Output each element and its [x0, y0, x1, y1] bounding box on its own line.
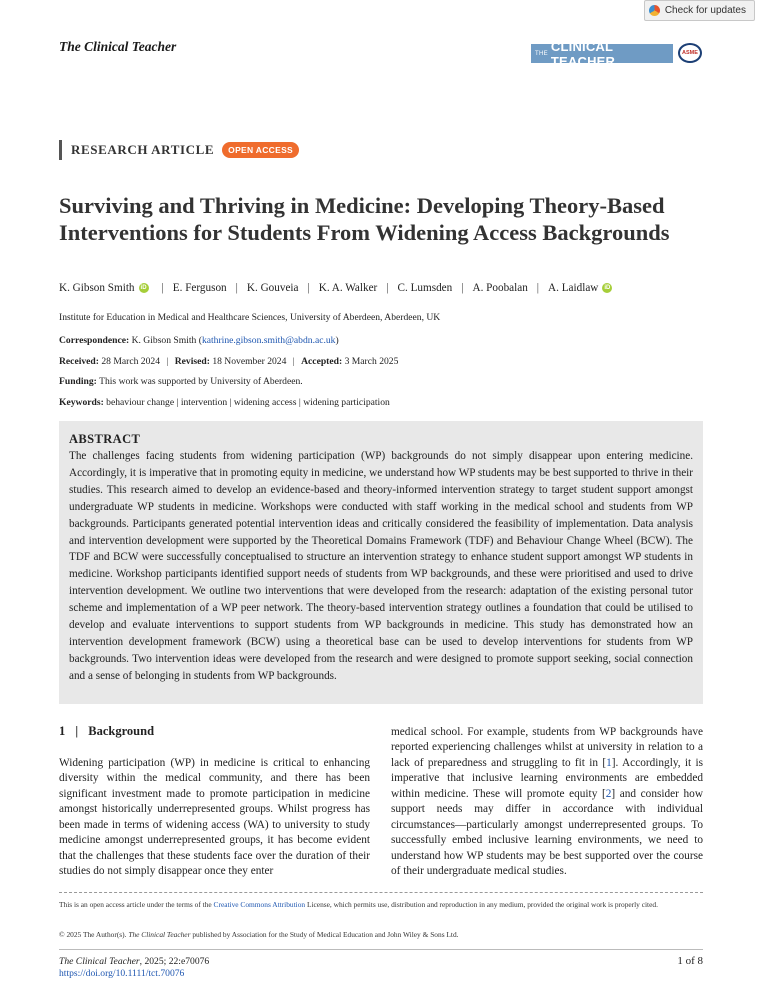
journal-banner-logo: [531, 38, 673, 69]
author-separator: |: [461, 282, 464, 294]
author-name[interactable]: C. Lumsden: [397, 282, 453, 294]
banner-big-text: CLINICAL TEACHER: [550, 38, 616, 69]
correspondence: [59, 335, 339, 346]
author-name[interactable]: A. Laidlaw: [548, 282, 599, 294]
page-number: 1 of 8: [677, 955, 703, 967]
open-access-badge: OPEN ACCESS: [222, 142, 299, 158]
author-separator: |: [536, 282, 540, 294]
author-separator: |: [307, 282, 310, 294]
author-name[interactable]: K. Gibson Smith: [59, 282, 135, 294]
license-text: License, which permits use, distribution and reproduction in any medium, provided the original work is properly cited.: [305, 900, 658, 909]
author-name[interactable]: K. A. Walker: [318, 282, 378, 294]
footer-journal-name: The Clinical Teacher: [59, 956, 140, 967]
crossmark-icon: [649, 5, 660, 16]
asme-logo: ASME: [678, 43, 702, 63]
section-title: Background: [88, 724, 155, 738]
doi-link[interactable]: https://doi.org/10.1111/tct.70076: [59, 968, 185, 979]
keywords-text: behaviour change | intervention | widening access | widening participation: [106, 397, 390, 408]
banner-small-text: THE: [535, 50, 548, 57]
section-number: 1: [59, 724, 66, 738]
abstract-heading: ABSTRACT: [69, 432, 141, 446]
body-text: medical school. For example, students from WP backgrounds have reported experiencing challenges whilst at university in relation to a lack of preparedness and struggling to fit in [: [391, 726, 703, 769]
body-left-column: Widening participation (WP) in medicine is critical to enhancing diversity within the medical community, and there has been significant investment made to promote participation in medicine amongst historically underrepresented groups. Whilst progress has been made in terms of widening access (WA) to university to study medicine amongst underrepresented groups, it has become evident that the challenges that these students face over the duration of their studies do not simply disappear once they enter: [59, 757, 370, 878]
footnote-divider: [59, 892, 703, 893]
reference-link[interactable]: 1: [606, 756, 612, 769]
date-separator: |: [292, 356, 295, 367]
author-name[interactable]: A. Poobalan: [472, 282, 528, 294]
orcid-icon[interactable]: iD: [140, 285, 147, 291]
received-date: 28 March 2024: [101, 356, 160, 367]
correspondence-label: Correspondence:: [59, 335, 130, 346]
correspondence-close: ): [335, 335, 339, 346]
correspondence-name: K. Gibson Smith (: [131, 335, 202, 346]
author-separator: |: [161, 282, 164, 294]
funding-text: This work was supported by University of Aberdeen.: [99, 376, 303, 387]
abstract-box: [59, 421, 703, 704]
body-text: ]. Accordingly, it is imperative that inclusive learning environments are embedded within medicine. These will promote equity [: [391, 756, 703, 800]
author-list: [59, 282, 616, 294]
author-separator: |: [235, 282, 238, 294]
accepted-date: 3 March 2025: [344, 356, 399, 367]
check-for-updates-button[interactable]: [644, 0, 755, 21]
article-title: Surviving and Thriving in Medicine: Developing Theory-Based Interventions for Students From Widening Access Backgrounds: [59, 193, 670, 245]
keywords-label: Keywords:: [59, 397, 104, 408]
section-separator: |: [75, 724, 79, 738]
copyright-journal: The Clinical Teacher: [128, 930, 191, 939]
license-note: [59, 899, 703, 911]
author-name[interactable]: E. Ferguson: [172, 282, 227, 294]
revised-label: Revised:: [174, 356, 210, 367]
abstract-text: The challenges facing students from widening participation (WP) backgrounds do not simply disappear upon entering medicine. Accordingly, it is imperative that in promoting equity in medicine, we understand how WP students may be best supported to thrive in their studies. This research aimed to develop an evidence-based and theory-informed intervention strategy to target student support amongst undergraduate WP students in medicine. Workshops were conducted with staff working in the medical school and students from WP backgrounds. Participants generated potential intervention ideas and critically considered the feasibility of implementation. Data analysis and intervention development were supported by the Theoretical Domains Framework (TDF) and Behaviour Change Wheel (BCW). The TDF and BCW were successfully conceptualised to structure an intervention strategy to enhance student support amongst WP students in medicine. Workshop participants identified support needs of students from WP backgrounds, and these were prioritised and used to drive intervention development. We outline two interventions that were developed from the research: adaptation of the existing personal tutor scheme and implementation of a WP peer network. The theory-based intervention strategy outlines a foundation that could be utilised to develop and evaluate interventions to support students from WP backgrounds in medicine. This study has demonstrated how an intervention development framework (BCW) using a theoretical base can be used to develop interventions for students from WP backgrounds. Two intervention ideas were developed from the research and were designed to promote support seeking, social connection and a sense of belonging in students from WP backgrounds.: [69, 450, 693, 682]
journal-name: The Clinical Teacher: [59, 39, 177, 54]
copyright-note: [59, 929, 703, 941]
body-text: ] and consider how support needs may differ in accordance with individual circumstances—particularly amongst underrepresented groups. To successfully embed inclusive learning environments, we need to understand how WP students may be best supported over the course of their undergraduate medical studies.: [391, 787, 703, 878]
footer-citation: [59, 956, 209, 967]
affiliation: Institute for Education in Medical and Healthcare Sciences, University of Aberdeen, Aberdeen, UK: [59, 312, 441, 323]
revised-date: 18 November 2024: [212, 356, 287, 367]
keywords: [59, 397, 390, 408]
received-label: Received:: [59, 356, 99, 367]
body-right-column: [391, 725, 703, 880]
accepted-label: Accepted:: [301, 356, 343, 367]
orcid-icon[interactable]: iD: [604, 285, 611, 291]
reference-link[interactable]: 2: [605, 787, 612, 800]
license-text: This is an open access article under the terms of the: [59, 900, 214, 909]
funding: [59, 376, 303, 387]
check-for-updates-label: Check for updates: [664, 5, 746, 16]
article-type-label: RESEARCH ARTICLE: [71, 142, 215, 157]
license-link[interactable]: Creative Commons Attribution: [213, 900, 306, 909]
author-separator: |: [386, 282, 389, 294]
date-separator: |: [166, 356, 169, 367]
correspondence-email-link[interactable]: kathrine.gibson.smith@abdn.ac.uk: [201, 335, 336, 346]
author-name[interactable]: K. Gouveia: [246, 282, 299, 294]
article-type: [59, 140, 299, 160]
copyright-text: published by Association for the Study of Medical Education and John Wiley & Sons Ltd.: [190, 930, 459, 939]
footer-volume: , 2025; 22:e70076: [139, 956, 210, 967]
dates: [59, 356, 398, 367]
footer-divider: [59, 949, 703, 950]
section-heading: [59, 724, 154, 739]
copyright-text: © 2025 The Author(s).: [59, 930, 129, 939]
funding-label: Funding:: [59, 376, 97, 387]
